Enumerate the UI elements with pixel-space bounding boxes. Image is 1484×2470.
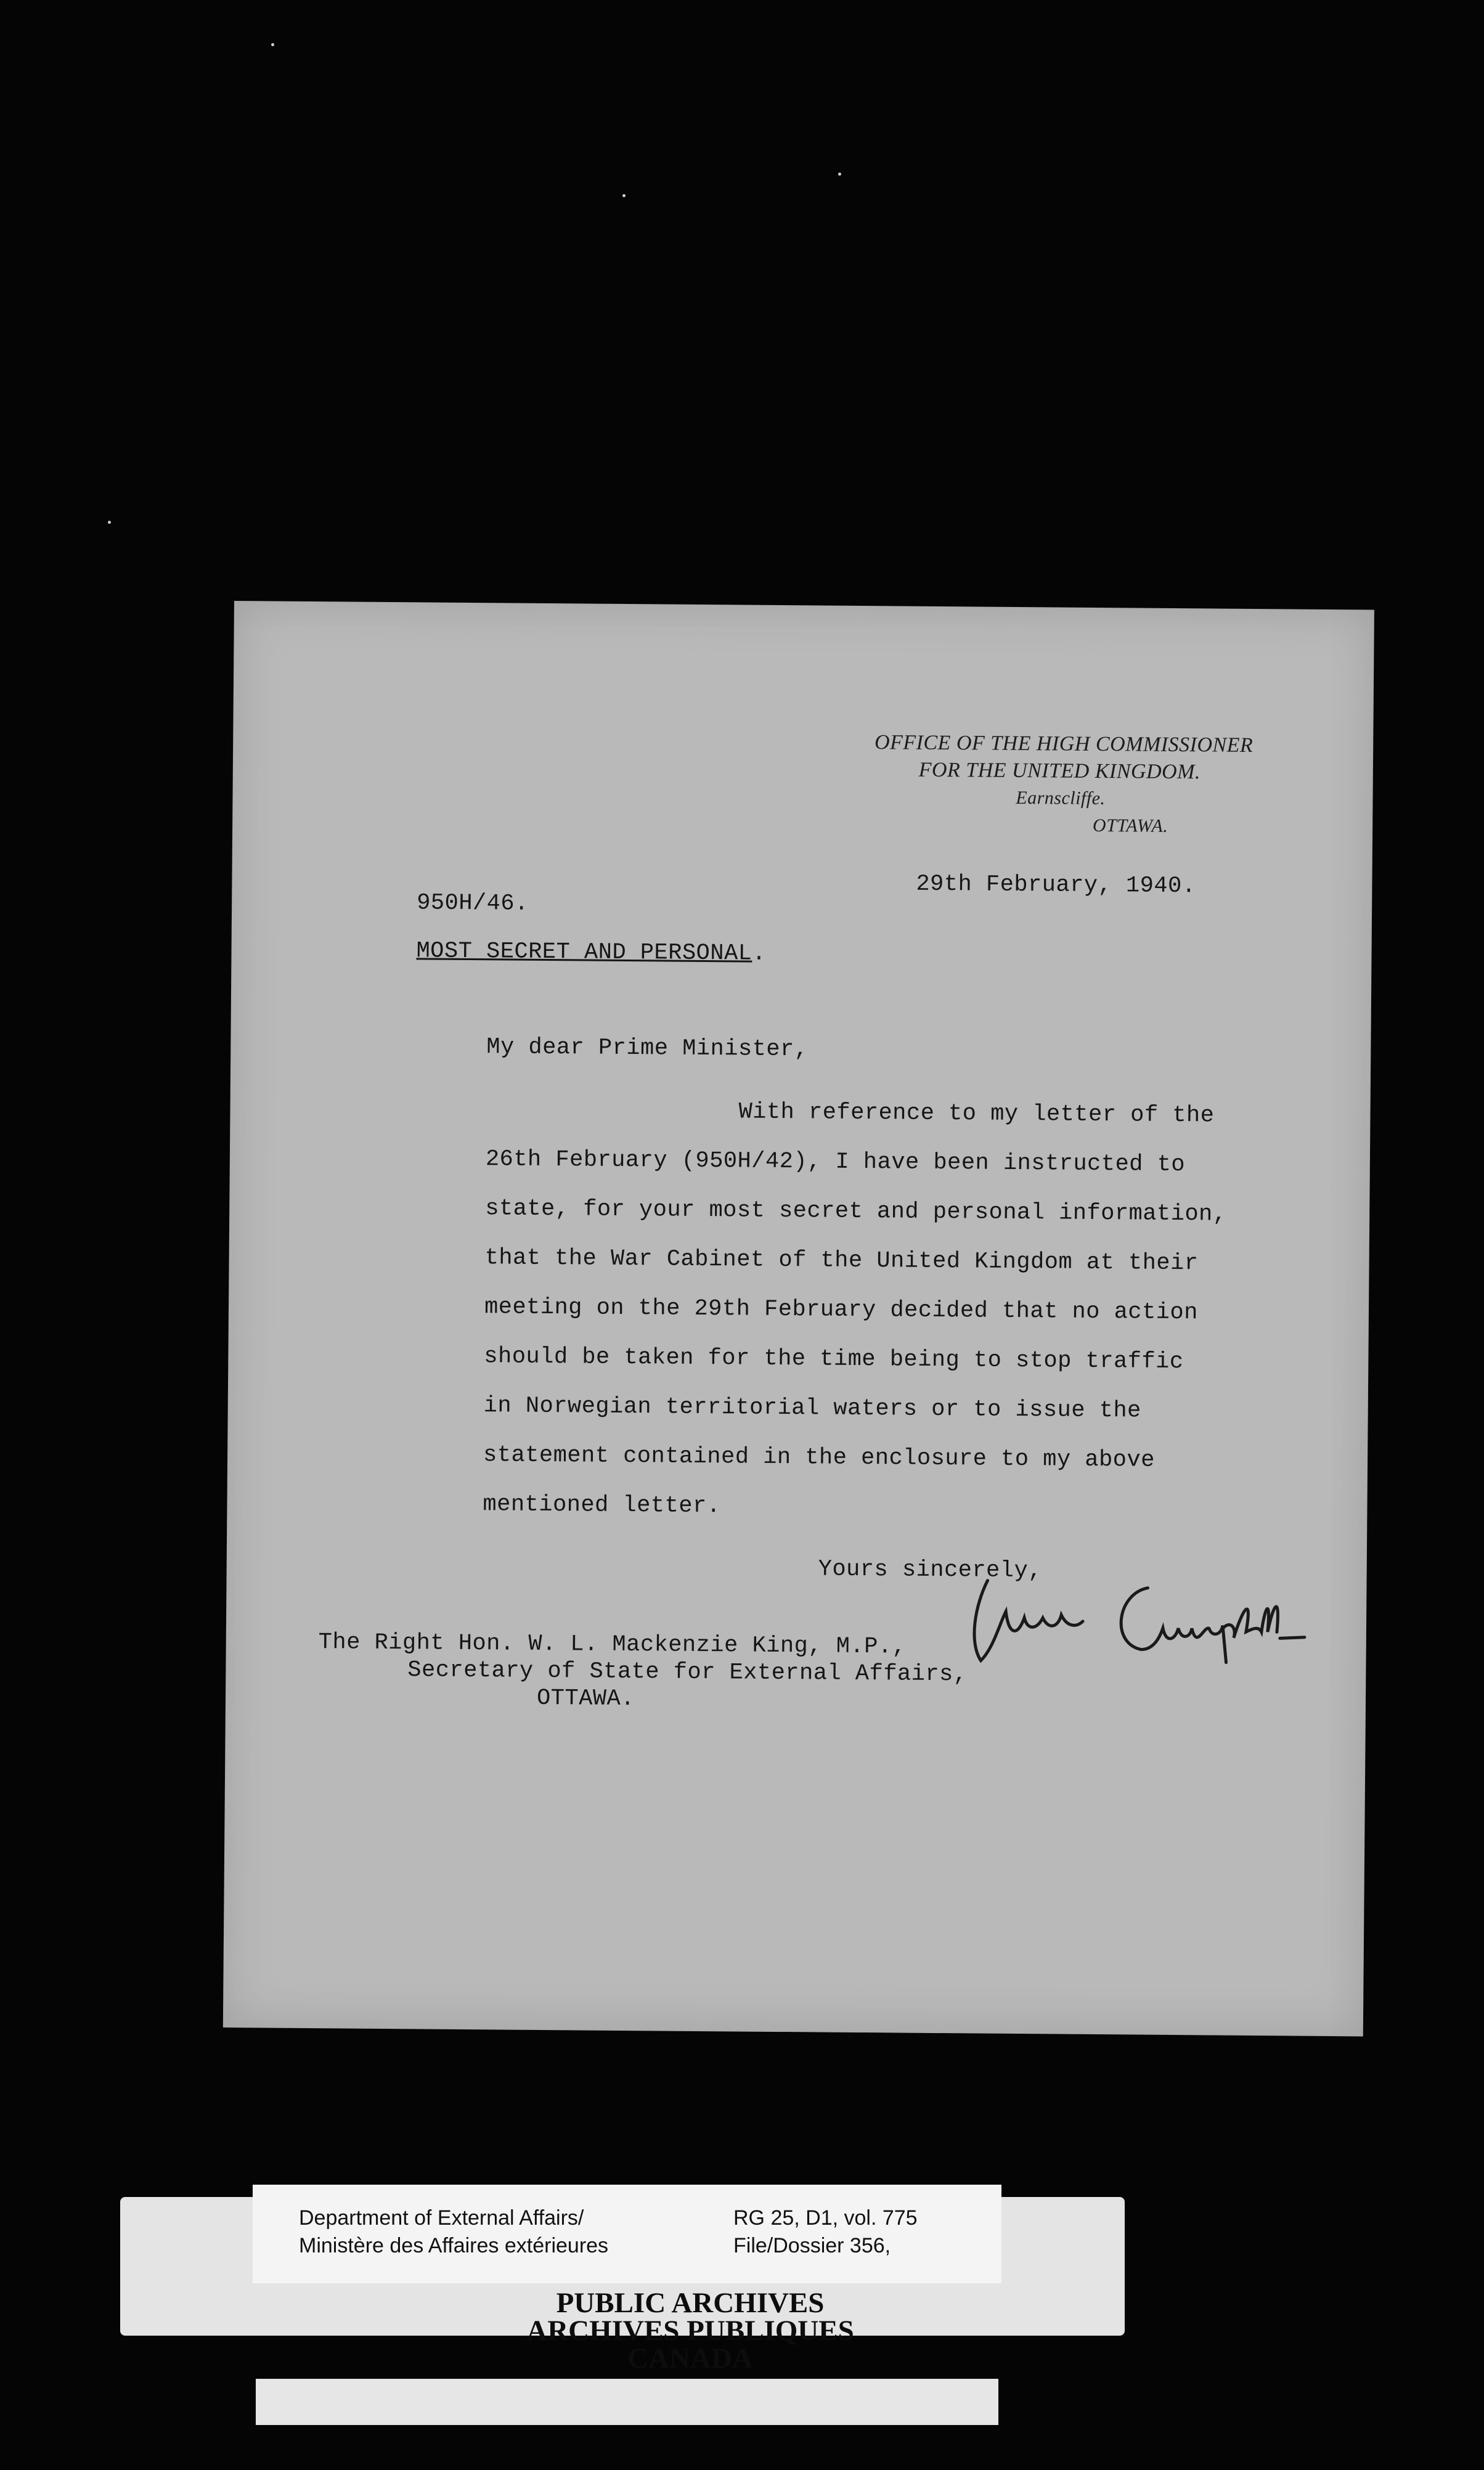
salutation: My dear Prime Minister, xyxy=(486,1034,809,1063)
film-speck xyxy=(622,194,626,197)
body-line: should be taken for the time being to stop traffic xyxy=(484,1343,1184,1376)
addressee-line: The Right Hon. W. L. Mackenzie King, M.P., xyxy=(318,1629,907,1660)
archive-stamp-line: ARCHIVES PUBLIQUES xyxy=(526,2315,854,2347)
addressee-line: Secretary of State for External Affairs, xyxy=(407,1657,968,1688)
body-line: With reference to my letter of the xyxy=(738,1099,1215,1129)
archive-stamp xyxy=(407,2289,974,2373)
body-line: meeting on the 29th February decided that no action xyxy=(484,1294,1199,1326)
label-lower-strip xyxy=(256,2379,998,2425)
letterhead-line: Earnscliffe. xyxy=(1016,787,1106,809)
letterhead-line: OTTAWA. xyxy=(1092,815,1168,836)
record-group: RG 25, D1, vol. 775 xyxy=(733,2206,918,2230)
department-french: Ministère des Affaires extérieures xyxy=(299,2234,609,2257)
reference-number: 950H/46. xyxy=(416,890,529,917)
body-line: 26th February (950H/42), I have been instructed to xyxy=(485,1146,1186,1178)
body-line: mentioned letter. xyxy=(483,1491,721,1520)
classification-period: . xyxy=(752,940,767,967)
archive-stamp-line: CANADA xyxy=(627,2342,753,2374)
film-speck xyxy=(838,173,841,176)
closing: Yours sincerely, xyxy=(818,1556,1043,1584)
body-line: statement contained in the enclosure to my above xyxy=(483,1442,1156,1473)
letter-page xyxy=(223,601,1374,2036)
classification-line xyxy=(416,938,766,966)
film-speck xyxy=(271,43,274,46)
file-number: File/Dossier 356, xyxy=(733,2234,891,2257)
archive-stamp-line: PUBLIC ARCHIVES xyxy=(556,2287,825,2319)
addressee-line: OTTAWA. xyxy=(536,1685,635,1713)
letterhead xyxy=(874,729,1254,841)
archive-reference-card xyxy=(253,2185,1001,2283)
handwritten-signature xyxy=(962,1568,1308,1675)
letterhead-line: OFFICE OF THE HIGH COMMISSIONER xyxy=(874,731,1254,757)
classification-text: MOST SECRET AND PERSONAL xyxy=(416,938,752,967)
department-english: Department of External Affairs/ xyxy=(299,2206,584,2230)
body-line: that the War Cabinet of the United Kingdom at their xyxy=(484,1245,1199,1277)
film-speck xyxy=(108,521,111,524)
letterhead-line: FOR THE UNITED KINGDOM. xyxy=(918,758,1201,784)
body-line: in Norwegian territorial waters or to issue the xyxy=(483,1393,1141,1424)
letter-body xyxy=(483,1085,1228,1535)
body-line: state, for your most secret and personal information, xyxy=(485,1196,1227,1228)
letter-date: 29th February, 1940. xyxy=(916,871,1196,900)
